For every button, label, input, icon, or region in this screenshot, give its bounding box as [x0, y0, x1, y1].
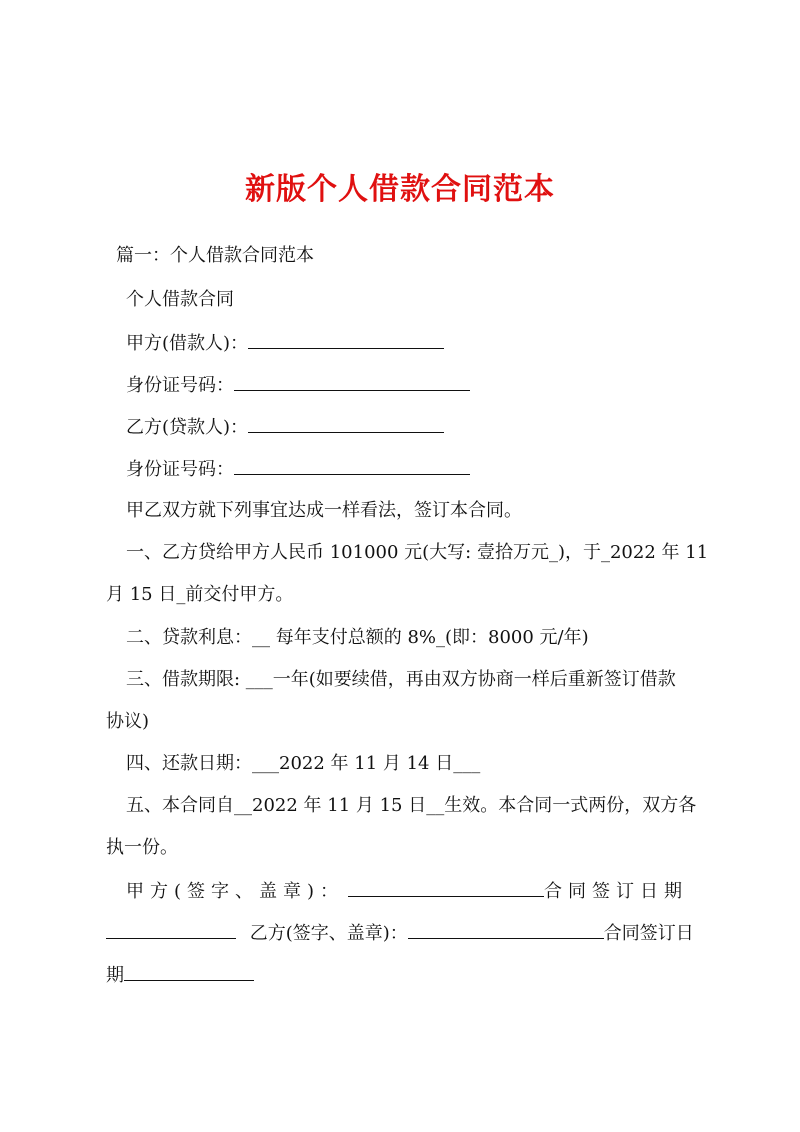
clause-3-line-1: 三、借款期限: ___一年(如要续借，再由双方协商一样后重新签订借款	[126, 669, 676, 690]
contract-name: 个人借款合同	[126, 289, 234, 310]
clause-5-line-2: 执一份。	[106, 837, 178, 858]
signature-date-tail: 期	[106, 965, 124, 986]
party-a-blank	[248, 330, 444, 349]
clause-3-line-2: 协议)	[106, 711, 150, 732]
id-a-line	[126, 372, 470, 399]
party-b-label: 乙方(贷款人)：	[126, 417, 249, 438]
signature-a-line	[126, 878, 688, 905]
signature-date-b-line	[106, 962, 254, 989]
signature-a-label: 甲方(签字、盖章)：	[126, 881, 345, 902]
document-title: 新版个人借款合同范本	[245, 172, 555, 207]
signature-date-a-label: 合同签订日期	[544, 881, 689, 902]
signature-b-line	[106, 920, 694, 947]
clause-5-line-1: 五、本合同自__2022 年 11 月 15 日__生效。本合同一式两份，双方各	[126, 795, 697, 816]
signature-date-b-blank	[124, 962, 254, 981]
id-b-blank	[234, 456, 470, 475]
section-heading: 篇一：个人借款合同范本	[116, 245, 314, 266]
id-b-line	[126, 456, 470, 483]
party-a-label: 甲方(借款人)：	[126, 333, 249, 354]
clause-1-line-1: 一、乙方贷给甲方人民币 101000 元(大写: 壹拾万元_)，于_2022 年 11	[126, 542, 709, 563]
clause-2: 二、贷款利息：__ 每年支付总额的 8%_(即：8000 元/年)	[126, 627, 589, 648]
signature-date-b-label: 合同签订日	[603, 923, 694, 944]
clause-1-line-2: 月 15 日_前交付甲方。	[106, 584, 294, 605]
party-b-line	[126, 414, 444, 441]
id-b-label: 身份证号码：	[126, 459, 234, 480]
id-a-label: 身份证号码：	[126, 375, 234, 396]
signature-date-a-blank	[106, 920, 236, 939]
agreement-intro: 甲乙双方就下列事宜达成一样看法，签订本合同。	[126, 500, 522, 521]
signature-b-label: 乙方(签字、盖章)：	[249, 923, 408, 944]
party-a-line	[126, 330, 444, 357]
party-b-blank	[248, 414, 444, 433]
id-a-blank	[234, 372, 470, 391]
signature-a-blank	[348, 878, 544, 897]
clause-4: 四、还款日期：___2022 年 11 月 14 日___	[126, 753, 481, 774]
signature-b-blank	[408, 920, 604, 939]
